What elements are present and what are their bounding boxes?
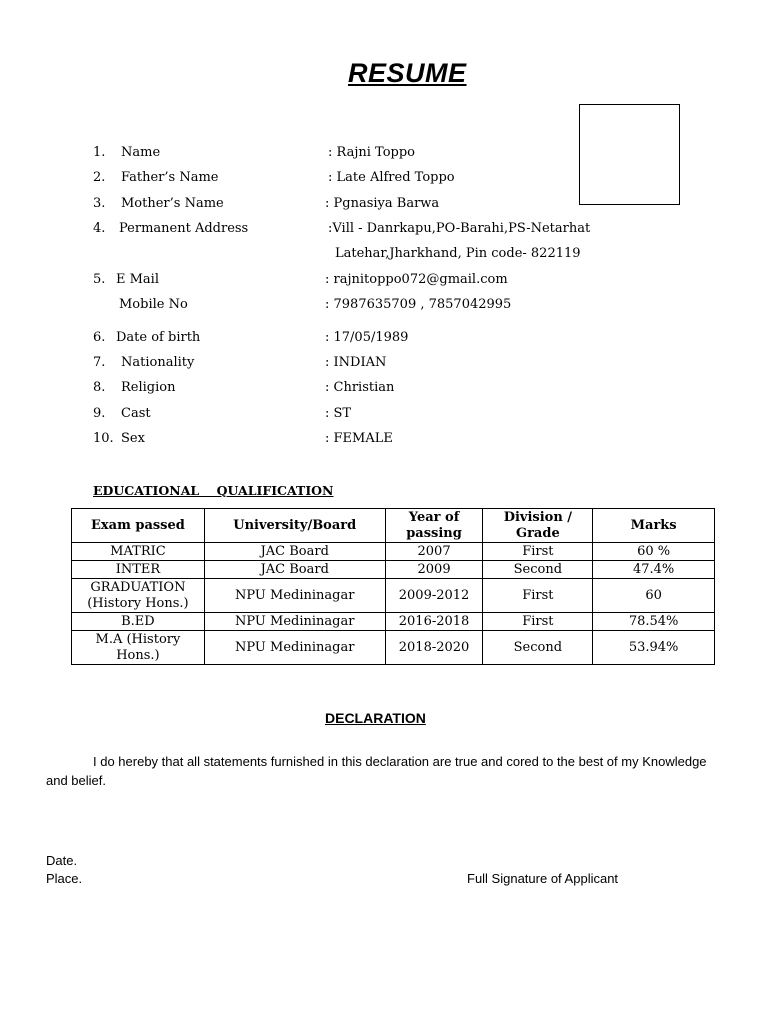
table-header-row [72,509,715,543]
row-label: Date of birth [116,330,201,345]
table-cell: 2018-2020 [385,631,483,665]
table-cell: NPU Medininagar [204,613,385,631]
row-value: Latehar,Jharkhand, Pin code- 822119 [335,246,581,261]
row-value: : 17/05/1989 [325,330,409,345]
header-marks: Marks [593,509,715,543]
table-cell: NPU Medininagar [204,631,385,665]
table-cell: First [483,613,593,631]
row-label: Permanent Address [119,221,249,236]
row-value: : INDIAN [325,355,387,370]
row-value: : ST [325,406,352,421]
table-cell: INTER [72,561,205,579]
photo-placeholder [579,104,680,205]
table-cell: First [483,579,593,613]
row-number: 4. [93,221,106,236]
row-number: 6. [93,330,106,345]
table-cell: 47.4% [593,561,715,579]
place-label: Place. [46,871,83,886]
table-cell: Second [483,631,593,665]
table-cell: 2009-2012 [385,579,483,613]
table-cell: M.A (History Hons.) [72,631,205,665]
table-cell: MATRIC [72,543,205,561]
declaration-text [46,752,716,790]
signature-label: Full Signature of Applicant [467,871,619,886]
row-label: Mother’s Name [121,196,224,211]
row-label: Name [121,145,161,160]
table-cell: JAC Board [204,543,385,561]
row-label: Religion [121,380,176,395]
row-label: Mobile No [119,297,188,312]
table-cell: Second [483,561,593,579]
header-division: Division / Grade [483,509,593,543]
row-number: 9. [93,406,106,421]
header-exam: Exam passed [72,509,205,543]
row-value: : rajnitoppo072@gmail.com [325,272,508,287]
row-number: 7. [93,355,106,370]
row-value: : Christian [325,380,395,395]
table-row [72,543,715,561]
row-value: : Late Alfred Toppo [328,170,455,185]
declaration-body: I do hereby that all statements furnished in this declaration are true and cored to the best of my Knowledge and belief. [46,754,707,788]
table-row [72,579,715,613]
row-value: : 7987635709 , 7857042995 [325,297,512,312]
row-label: E Mail [116,272,159,287]
table-cell: 53.94% [593,631,715,665]
table-cell: NPU Medininagar [204,579,385,613]
declaration-heading: DECLARATION [325,710,426,726]
table-cell: B.ED [72,613,205,631]
table-cell: GRADUATION (History Hons.) [72,579,205,613]
row-number: 3. [93,196,106,211]
row-number: 10. [93,431,114,446]
row-value: : Pgnasiya Barwa [325,196,440,211]
row-label: Nationality [121,355,195,370]
row-number: 1. [93,145,106,160]
row-value: : Rajni Toppo [328,145,416,160]
header-board: University/Board [204,509,385,543]
row-value: :Vill - Danrkapu,PO-Barahi,PS-Netarhat [328,221,591,236]
row-label: Cast [121,406,151,421]
table-cell: First [483,543,593,561]
page-title: RESUME [348,58,467,88]
education-table [71,508,715,665]
table-row [72,631,715,665]
education-heading: EDUCATIONAL QUALIFICATION [93,483,334,498]
table-cell: 2016-2018 [385,613,483,631]
table-cell: 60 [593,579,715,613]
row-label: Sex [121,431,145,446]
row-value: : FEMALE [325,431,393,446]
date-label: Date. [46,853,78,868]
table-cell: JAC Board [204,561,385,579]
table-cell: 78.54% [593,613,715,631]
header-year: Year of passing [385,509,483,543]
row-label: Father’s Name [121,170,219,185]
table-cell: 2007 [385,543,483,561]
table-row [72,613,715,631]
table-cell: 60 % [593,543,715,561]
row-number: 5. [93,272,106,287]
row-number: 8. [93,380,106,395]
table-cell: 2009 [385,561,483,579]
table-row [72,561,715,579]
row-number: 2. [93,170,106,185]
